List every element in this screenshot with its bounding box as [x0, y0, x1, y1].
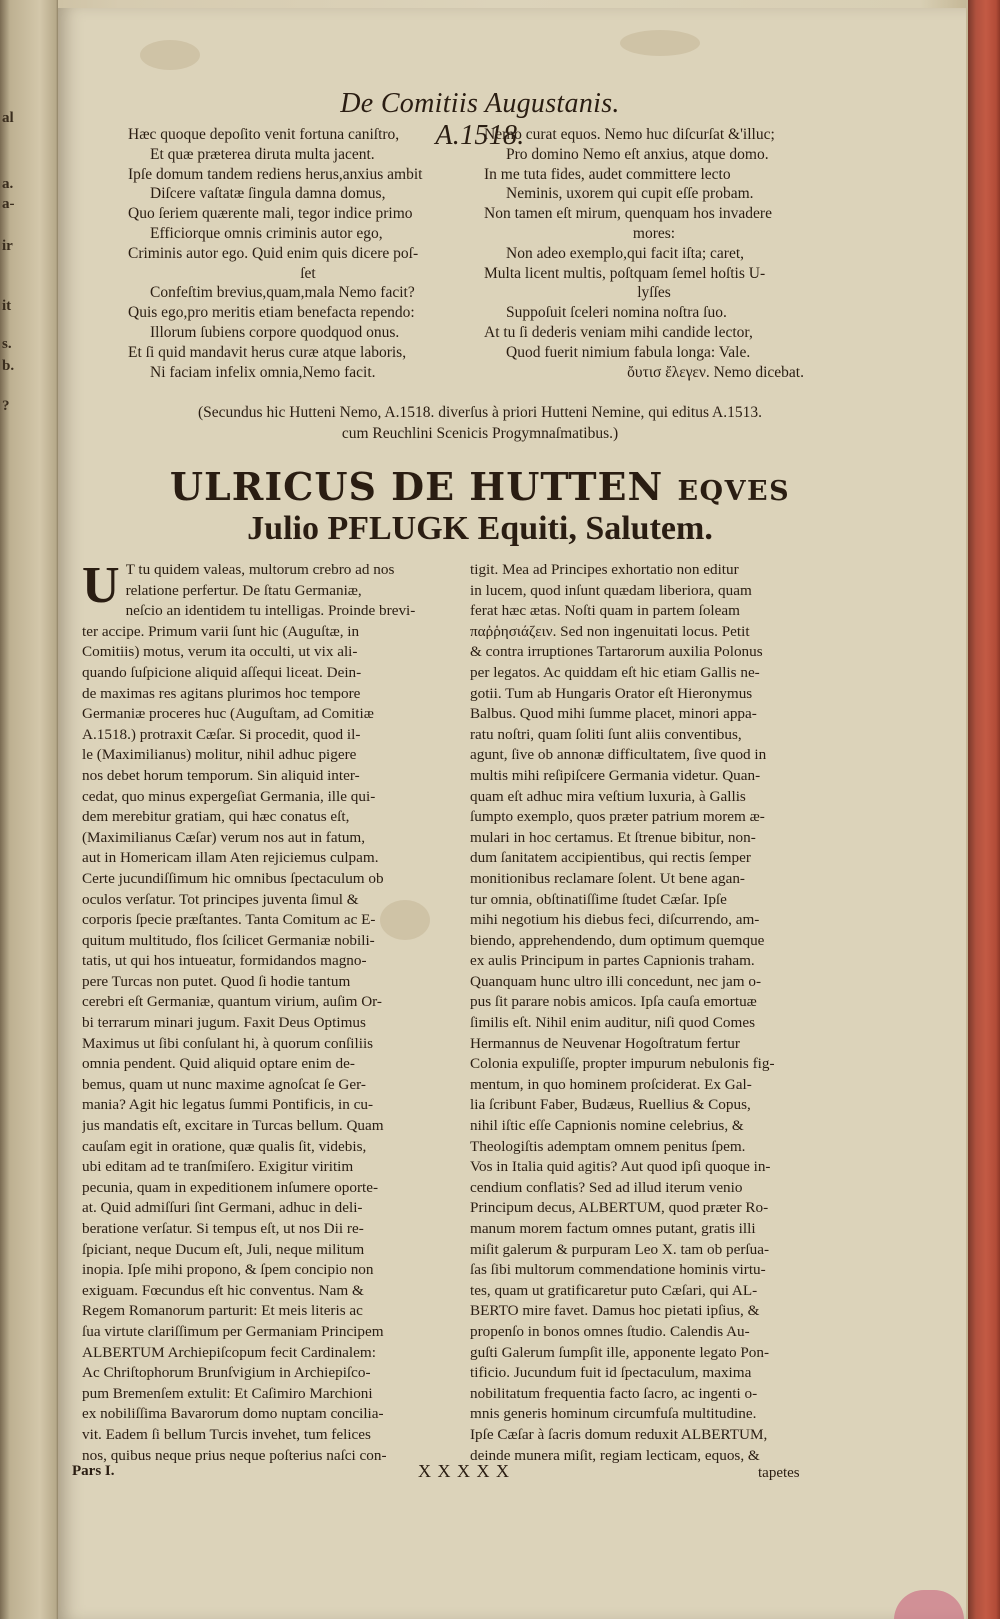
- verse-line: Et ſi quid mandavit herus curæ atque laboris,: [128, 343, 407, 361]
- signature-mark: X X X X X: [418, 1461, 510, 1481]
- body-line: Maximus ut ſibi conſulant hi, à quorum conſiliis: [82, 1034, 374, 1052]
- title-author: ULRICUS DE HUTTEN: [169, 464, 664, 509]
- body-line: ter accipe. Primum varii ſunt hic (Auguſtæ, in: [82, 622, 360, 640]
- red-page-edge: [968, 0, 1000, 1619]
- body-line: ferat hæc ætas. Noſti quam in partem ſoleam: [470, 602, 740, 620]
- verse-line: Criminis autor ego. Quid enim quis dicere poſ-: [128, 244, 419, 262]
- body-line: nobilitatum frequentia facto ſacro, ac ingenti o-: [470, 1384, 758, 1402]
- body-line: ALBERTUM Archiepiſcopum fecit Cardinalem:: [82, 1343, 376, 1361]
- body-line: tificio. Jucundum fuit id ſpectaculum, maxima: [470, 1364, 752, 1382]
- verse-line: Efficiorque omnis criminis autor ego,: [150, 224, 383, 242]
- paper-stain: [140, 40, 200, 70]
- body-line: quam eſt adhuc mira veſtium luxuria, à Gallis: [470, 787, 746, 805]
- body-right-column: [470, 560, 838, 1466]
- verse-line: Non adeo exemplo,qui facit iſta; caret,: [506, 244, 745, 262]
- body-line: aut in Homericam illam Aten rejiciemus culpam.: [82, 849, 379, 867]
- catchword: tapetes: [758, 1465, 800, 1481]
- margin-fragment: it: [2, 298, 12, 314]
- verse-line: Diſcere vaſtatæ ſingula damna domus,: [150, 185, 386, 203]
- verse-line: Et quæ præterea diruta multa jacent.: [150, 145, 375, 163]
- body-line: bemus, quam ut nunc maxime agnoſcat ſe Ger-: [82, 1075, 366, 1093]
- note-line: cum Reuchlini Scenicis Progymnaſmatibus.): [341, 425, 619, 442]
- body-line: Ipſe Cæſar à ſacris domum reduxit ALBERTUM,: [470, 1425, 768, 1443]
- body-line: relatione perfertur. De ſtatu Germaniæ,: [125, 581, 362, 599]
- body-line: neſcio an identidem tu intelligas. Proinde brevi-: [125, 602, 416, 620]
- verse-right-column: [484, 125, 824, 382]
- margin-fragment: ?: [2, 398, 10, 414]
- body-line: ſpiciant, neque Ducum eſt, Juli, neque militum: [82, 1240, 365, 1258]
- body-line: quitum multitudo, flos ſcilicet Germaniæ nobili-: [82, 931, 375, 949]
- verse-left-column: [128, 125, 488, 382]
- verse-line: Pro domino Nemo eſt anxius, atque domo.: [506, 145, 769, 163]
- body-line: Colonia expuliſſe, propter impurum nebulonis fig-: [470, 1055, 775, 1073]
- body-line: monitionibus reclamare ſolent. Ut bene agan-: [470, 869, 745, 887]
- body-left-column: [82, 557, 458, 1466]
- body-line: jus mandatis eſt, excitare in Turcas bellum. Quam: [82, 1117, 384, 1135]
- body-line: tes, quam ut gratificaretur puto Cæſari, qui AL-: [470, 1281, 758, 1299]
- body-line: ex aulis Principum in partes Capnionis traham.: [470, 952, 755, 970]
- verse-line: Nemo curat equos. Nemo huc diſcurſat &'illuc;: [484, 126, 775, 143]
- body-line: dem merebitur gratiam, qui hæc conatus eſt,: [82, 808, 350, 826]
- body-line: Regem Romanorum parturit: Et meis literis ac: [82, 1302, 363, 1320]
- verse-line: ſet: [300, 264, 316, 282]
- body-line: & contra irruptiones Tartarorum auxilia Polonus: [470, 643, 763, 661]
- body-line: nos debet horum temporum. Sin aliquid inter-: [82, 766, 360, 784]
- margin-fragment: a.: [2, 176, 14, 192]
- margin-fragment: ir: [2, 238, 13, 254]
- body-line: inopia. Ipſe mihi propono, & ſpem concipio non: [82, 1261, 374, 1279]
- editorial-note: [120, 402, 840, 444]
- body-line: pus ſit parare nobis amicos. Ipſa cauſa emortuæ: [470, 993, 757, 1011]
- body-line: biendo, apprehendendo, dum optimum quemque: [470, 931, 765, 949]
- body-line: corporis ſpecie præſtantes. Tanta Comitum ac E-: [82, 911, 376, 929]
- verse-line: Quis ego,pro meritis etiam benefacta rependo:: [128, 304, 415, 322]
- body-line: pum Bremenſem extulit: Et Caſimiro Marchioni: [82, 1384, 373, 1402]
- body-line: ſua virtute clariſſimum per Germaniam Principem: [82, 1322, 384, 1340]
- body-line: mulari in hoc certamus. Et ſtrenue bibitur, non-: [470, 828, 756, 846]
- body-line: exiguam. Fœcundus eſt hic conventus. Nam &: [82, 1281, 364, 1299]
- body-line: mania? Agit hic legatus ſummi Pontificis, in cu-: [82, 1096, 374, 1114]
- body-line: bi terrarum minari jugum. Faxit Deus Optimus: [82, 1014, 366, 1032]
- margin-fragment: s.: [2, 336, 12, 352]
- verse-line: Confeſtim brevius,quam,mala Nemo facit?: [150, 284, 415, 302]
- body-line: ſumpto exemplo, quos præter patrium morem æ-: [470, 808, 765, 826]
- body-line: Quanquam hunc ultro illi concedunt, nec jam o-: [470, 972, 762, 990]
- running-head: De Comitiis Augustanis. A.1518.: [340, 88, 620, 151]
- verse-line: Ni faciam infelix omnia,Nemo facit.: [150, 363, 376, 381]
- margin-fragment: al: [2, 110, 14, 126]
- margin-fragment: a-: [2, 196, 15, 212]
- adjacent-page-margin: [0, 0, 58, 1619]
- body-line: tigit. Mea ad Principes exhortatio non editur: [470, 561, 739, 578]
- verse-line: Illorum ſubiens corpore quodquod onus.: [150, 323, 400, 341]
- body-line: Comitiis) motus, verum ita occulti, ut vix ali-: [82, 643, 358, 661]
- verse-line: In me tuta fides, audet committere lecto: [484, 165, 731, 183]
- body-line: cendium conflatis? Sed ad illud iterum venio: [470, 1178, 743, 1196]
- body-line: ex nobiliſſima Bavarorum domo nuptam concilia-: [82, 1405, 384, 1423]
- body-line: mentum, in quo hominem proſciderat. Ex Gal-: [470, 1075, 752, 1093]
- verse-line: Non tamen eſt mirum, quenquam hos invadere: [484, 205, 772, 223]
- body-line: oculos verſatur. Tot principes juventa ſimul &: [82, 890, 359, 908]
- body-line: Principum decus, ALBERTUM, quod præter Ro-: [470, 1199, 769, 1217]
- letter-salutation: Julio PFLUGK Equiti, Salutem.: [247, 510, 713, 547]
- body-line: A.1518.) protraxit Cæſar. Si procedit, quod il-: [82, 725, 361, 743]
- body-line: manum morem factum omnes putant, gratis illi: [470, 1220, 756, 1237]
- body-line: Vos in Italia quid agitis? Aut quod ipſi quoque in-: [470, 1158, 771, 1176]
- body-line: Theologiſtis ademptam omnem penitus ſpem.: [470, 1137, 746, 1155]
- note-line: (Secundus hic Hutteni Nemo, A.1518. diverſus à priori Hutteni Nemine, qui editus A.1513.: [198, 404, 762, 421]
- body-line: propenſo in bonos omnes ſtudio. Calendis Au-: [470, 1322, 750, 1340]
- body-line: omnia pendent. Quid aliquid optare enim de-: [82, 1055, 355, 1073]
- body-line: Ac Chriſtophorum Brunſvigium in Archiepiſco-: [82, 1364, 371, 1382]
- verse-line: Ipſe domum tandem rediens herus,anxius ambit: [128, 165, 423, 183]
- body-line: guſti Galerum ſumpſit ille, apponente legato Pon-: [470, 1343, 770, 1361]
- body-line: de maximas res agitans plurimos hoc tempore: [82, 684, 361, 702]
- body-line: le (Maximilianus) molitur, nihil adhuc pigere: [82, 746, 357, 764]
- body-line: miſit galerum & purpuram Leo X. tam ob perſua-: [470, 1240, 770, 1258]
- footer-pars: Pars I.: [72, 1463, 115, 1479]
- body-line: mnis generis hominum circumfuſa multitudine.: [470, 1405, 757, 1423]
- body-line: beratione verſatur. Si tempus eſt, ut nos Dii re-: [82, 1220, 364, 1237]
- body-line: quando ſuſpicione aliquid aſſequi liceat. Dein-: [82, 663, 362, 681]
- verse-line: Suppoſuit ſceleri nomina noſtra ſuo.: [506, 304, 727, 322]
- letter-title: [120, 464, 840, 509]
- body-line: (Maximilianus Cæſar) verum nos aut in fatum,: [82, 828, 366, 846]
- title-eques: EQVES: [677, 476, 791, 507]
- margin-fragment: b.: [2, 358, 15, 374]
- body-line: tatis, ut qui hos intueatur, formidandos magno-: [82, 952, 367, 970]
- body-line: gotii. Tum ab Hungaris Orator eſt Hieronymus: [470, 684, 753, 702]
- body-line: pecunia, quam in expeditionem inſumere oporte-: [82, 1178, 379, 1196]
- verse-line: At tu ſi dederis veniam mihi candide lector,: [484, 323, 753, 341]
- body-line: lia ſcribunt Faber, Budæus, Ruellius & Copus,: [470, 1096, 751, 1114]
- verse-line: lyſſes: [637, 284, 671, 302]
- body-line: ſimilis eſt. Nihil enim auditur, niſi quod Comes: [470, 1014, 755, 1032]
- body-line: tur omnia, obſtinatiſſime ſtudet Cæſar. Ipſe: [470, 890, 727, 908]
- body-line: BERTO mire favet. Damus hoc pietati ipſius, &: [470, 1302, 760, 1320]
- verse-line: Neminis, uxorem qui cupit eſſe probam.: [506, 185, 754, 203]
- body-line: ſas ſibi multorum commendatione hominis virtu-: [470, 1261, 766, 1279]
- body-line: ubi editam ad te tranſmiſero. Exigitur viritim: [82, 1158, 354, 1176]
- body-line: T tu quidem valeas, multorum crebro ad nos: [125, 561, 395, 578]
- body-line: Hermannus de Neuvenar Hogoſtratum fertur: [470, 1034, 740, 1052]
- verse-line: Quo ſeriem quærente mali, tegor indice primo: [128, 205, 413, 223]
- body-line: nos, quibus neque prius neque poſterius naſci con-: [82, 1446, 387, 1464]
- verse-line: mores:: [632, 224, 676, 242]
- drop-cap: U: [82, 557, 120, 614]
- body-line: mihi negotium his diebus feci, diſcurrendo, am-: [470, 911, 760, 929]
- body-line: cedat, quo minus expergeſiat Germania, ille qui-: [82, 787, 376, 805]
- paper-stain: [620, 30, 700, 56]
- verse-line: ὄυτισ ἔλεγεν. Nemo dicebat.: [627, 363, 804, 381]
- body-line: deinde munera miſit, regiam lecticam, equos, &: [470, 1446, 760, 1464]
- verse-line: Multa licent multis, poſtquam ſemel hoſtis U-: [484, 264, 766, 282]
- body-line: vit. Eadem ſi bellum Turcis invehet, tum felices: [82, 1425, 371, 1443]
- body-line: Certe jucundiſſimum hic omnibus ſpectaculum ob: [82, 869, 384, 887]
- body-line: ratu noſtri, quam ſoliti ſunt aliis conventibus,: [470, 725, 742, 743]
- body-line: multis mihi reſipiſcere Germania videtur. Quan-: [470, 766, 761, 784]
- body-line: pere Turcas non putet. Quod ſi hodie tantum: [82, 972, 351, 990]
- body-line: dum ſanitatem accipientibus, qui rectis ſemper: [470, 849, 751, 867]
- body-line: Balbus. Quod mihi ſumme placet, minori appa-: [470, 705, 757, 723]
- body-line: agunt, ſive ob annonæ difficultatem, ſive quod in: [470, 746, 767, 764]
- body-line: at. Quid admiſſuri ſint Germani, adhuc in deli-: [82, 1199, 363, 1217]
- body-line: cauſam egit in oratione, quæ qualis ſit, videbis,: [82, 1137, 367, 1155]
- body-line: cerebri eſt Germaniæ, quantum virium, auſim Or-: [82, 993, 382, 1011]
- body-line: nihil iſtic eſſe Capnionis nomine celebrius, &: [470, 1117, 744, 1135]
- verse-line: Quod fuerit nimium fabula longa: Vale.: [506, 343, 751, 361]
- body-line: παῤῥησιάζειν. Sed non ingenuitati locus. Petit: [470, 622, 750, 640]
- body-line: in lucem, quod inſunt quædam liberiora, quam: [470, 581, 752, 599]
- body-line: per legatos. Ac quiddam eſt hic etiam Gallis ne-: [470, 663, 760, 681]
- verse-line: Hæc quoque depoſito venit fortuna caniſtro,: [128, 126, 400, 143]
- body-line: Germaniæ proceres huc (Auguſtam, ad Comitiæ: [82, 705, 374, 723]
